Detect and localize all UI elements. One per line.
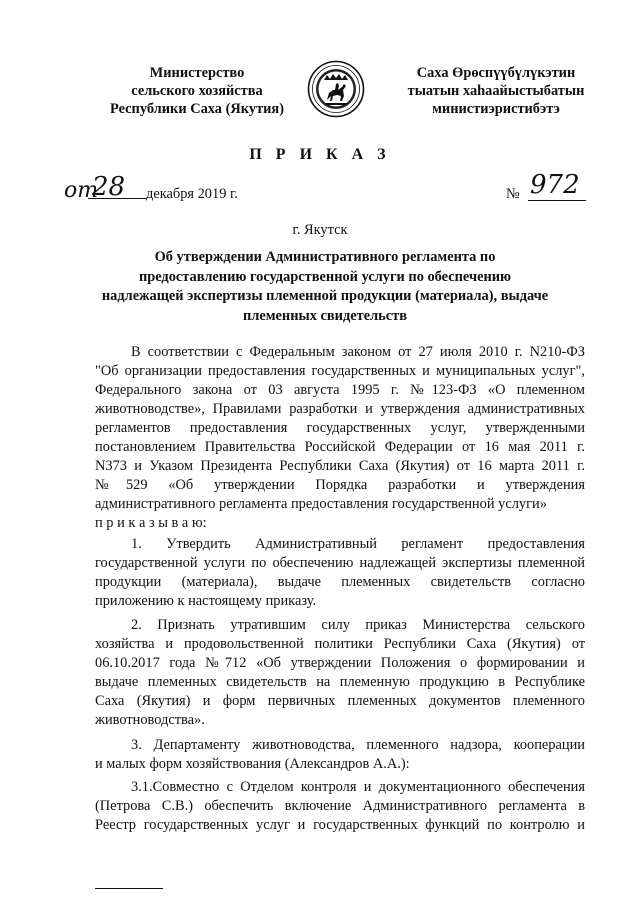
clause-3-line: и малых форм хозяйствования (Александров А.А.): [95,756,410,772]
heading-line: Об утверждении Административного регламента по [154,249,496,265]
date-prefix-handwritten: от [64,178,99,203]
ministry-sakha-line: тыатын хаhаайыстыбатын [407,83,585,99]
city: г. Якутск [292,222,348,238]
clause-3-1-line: (Петрова С.В.) обеспечить включение Административного регламента в [95,798,585,814]
body-line: Федерального закона от 03 августа 1995 г. №123-ФЗ «О племенном [95,382,585,398]
number-sign: № [506,186,520,202]
ministry-name-sakha [380,64,612,118]
order-title: П Р И К А З [249,146,391,163]
sakha-coat-of-arms-icon [307,60,365,118]
clause-2-line: животноводства». [95,712,205,728]
heading-line: предоставлению государственной услуги по обеспечению [138,268,512,285]
order-command-word: п р и к а з ы в а ю: [95,515,207,531]
heading-line: племенных свидетельств [242,307,408,324]
order-number-handwritten: 972 [530,170,580,200]
clause-2-line: 2. Признать утратившим силу приказ Министерства сельского [131,617,585,633]
footnote-divider [95,888,163,889]
body-line: постановлением Правительства Российской Федерации от 16 мая 2011 г. [95,439,585,455]
body-line: В соответствии с Федеральным законом от 27 июля 2010 г. N210-ФЗ [131,344,585,360]
body-line: №529 «Об утверждении Порядка разработки и утверждения [95,477,585,493]
number-underline [528,200,586,201]
ministry-ru-line: Республики Саха (Якутия) [109,101,285,117]
document-heading [80,248,570,326]
clause-2-line: выдаче племенных свидетельств на племенную продукцию в Республике [95,674,585,690]
heading-line: надлежащей экспертизы племенной продукции (материала), выдаче [101,288,549,304]
date-underline [88,198,146,199]
clause-1-line: продукции (материала), выдаче племенных свидетельств согласно [95,574,585,590]
ministry-ru-line: Министерство [149,65,245,81]
ministry-name-russian [92,64,302,118]
clause-2-line: 06.10.2017 года №712 «Об утверждении Положения о формировании и [95,655,585,671]
body-line: регламентов предоставления государственных услуг, утвержденными [95,420,585,436]
clause-2-line: хозяйства и продовольственной политики Республики Саха (Якутия) от [95,636,585,652]
ministry-ru-line: сельского хозяйства [131,83,263,99]
body-line: "Об организации предоставления государственных и муниципальных услуг", [95,363,585,379]
clause-1-line: приложению к настоящему приказу. [95,593,317,609]
date-month-year: декабря 2019 г. [146,186,238,202]
body-line: N373 и Указом Президента Республики Саха (Якутия) от 16 марта 2011 г. [95,458,585,474]
body-line: животноводстве», Правилами разработки и утверждения административных [95,401,585,417]
clause-3-line: 3. Департаменту животноводства, племенного надзора, кооперации [131,737,585,753]
clause-1-line: 1. Утвердить Административный регламент предоставления [131,536,585,552]
clause-2-line: Саха (Якутия) и форм первичных племенных документов племенного [95,693,585,709]
clause-3-1-line: 3.1.Совместно с Отделом контроля и документационного обеспечения [131,779,585,795]
order-number [506,170,586,204]
ministry-sakha-line: министиэристибэтэ [432,101,560,117]
clause-3-1-line: Реестр государственных услуг и государственных функций по контролю и [95,817,585,833]
ministry-sakha-line: Саха Өрөспүүбүлүкэтин [416,65,576,81]
body-line: административного регламента предоставления государственной услуги» [95,496,547,512]
date-day-handwritten: 28 [92,172,126,202]
clause-1-line: государственной услуги по обеспечению надлежащей экспертизы племенной [95,555,585,571]
